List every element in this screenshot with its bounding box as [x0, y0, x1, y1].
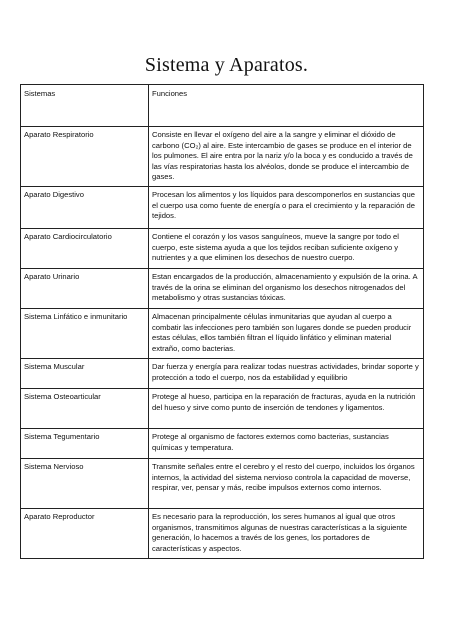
- table-row: [21, 458, 424, 508]
- system-function: Protege al hueso, participa en la reparación de fracturas, ayuda en la nutrición del hueso y sirve como punto de inserción de tendones y ligamentos.: [149, 388, 424, 428]
- system-name: Sistema Muscular: [21, 358, 149, 388]
- system-function: Protege al organismo de factores externos como bacterias, sustancias químicas y temperatura.: [149, 428, 424, 458]
- system-name: Aparato Respiratorio: [21, 127, 149, 187]
- system-name: Sistema Tegumentario: [21, 428, 149, 458]
- table-row: [21, 228, 424, 268]
- table-row: [21, 186, 424, 228]
- system-function: Transmite señales entre el cerebro y el resto del cuerpo, incluidos los órganos internos, la actividad del sistema nervioso controla la capacidad de moverse, respirar, ver, pensar y más, recibe impulsos externos como internos.: [149, 458, 424, 508]
- table-row: [21, 508, 424, 558]
- system-name: Aparato Digestivo: [21, 186, 149, 228]
- system-name: Sistema Linfático e inmunitario: [21, 308, 149, 358]
- system-function: Procesan los alimentos y los líquidos para descomponerlos en sustancias que el cuerpo usa como fuente de energía o para el crecimiento y la reparación de tejidos.: [149, 186, 424, 228]
- page-title: Sistema y Aparatos.: [144, 54, 309, 76]
- system-function: Almacenan principalmente células inmunitarias que ayudan al cuerpo a combatir las infecciones pero también son lugares donde se pueden producir estas células, ellos también filtran el líquido linfático y eliminan material extraño, como bacterias.: [149, 308, 424, 358]
- system-name: Sistema Osteoarticular: [21, 388, 149, 428]
- system-function: Es necesario para la reproducción, los seres humanos al igual que otros organismos, transmitimos algunas de nuestras características a la siguiente generación, lo hacemos a través de los genes, los portadores de características y aspectos.: [149, 508, 424, 558]
- header-funciones: Funciones: [149, 85, 424, 127]
- table-row: [21, 268, 424, 308]
- system-function: Consiste en llevar el oxígeno del aire a la sangre y eliminar el dióxido de carbono (CO₂) al aire. Este intercambio de gases se produce en el interior de los pulmones. El aire entra por la nariz y/o la boca y es conducido a través de las vías respiratorias hasta los alvéolos, donde se produce el intercambio de gases.: [149, 127, 424, 187]
- table-row: [21, 388, 424, 428]
- systems-table: [20, 84, 424, 559]
- system-name: Sistema Nervioso: [21, 458, 149, 508]
- header-sistemas: Sistemas: [21, 85, 149, 127]
- table-row: [21, 308, 424, 358]
- system-name: Aparato Reproductor: [21, 508, 149, 558]
- system-function: Contiene el corazón y los vasos sanguíneos, mueve la sangre por todo el cuerpo, este sistema ayuda a que los tejidos reciban suficiente oxígeno y nutrientes y a que eliminen los desechos de nuestro cuerpo.: [149, 228, 424, 268]
- system-function: Dar fuerza y energía para realizar todas nuestras actividades, brindar soporte y protección a todo el cuerpo, nos da estabilidad y equilibrio: [149, 358, 424, 388]
- system-name: Aparato Cardiocirculatorio: [21, 228, 149, 268]
- table-row: [21, 127, 424, 187]
- system-name: Aparato Urinario: [21, 268, 149, 308]
- system-function: Estan encargados de la producción, almacenamiento y expulsión de la orina. A través de la orina se eliminan del organismo los desechos nitrogenados del metabolismo y otras sustancias tóxicas.: [149, 268, 424, 308]
- table-row: [21, 358, 424, 388]
- table-row: [21, 428, 424, 458]
- table-header-row: [21, 85, 424, 127]
